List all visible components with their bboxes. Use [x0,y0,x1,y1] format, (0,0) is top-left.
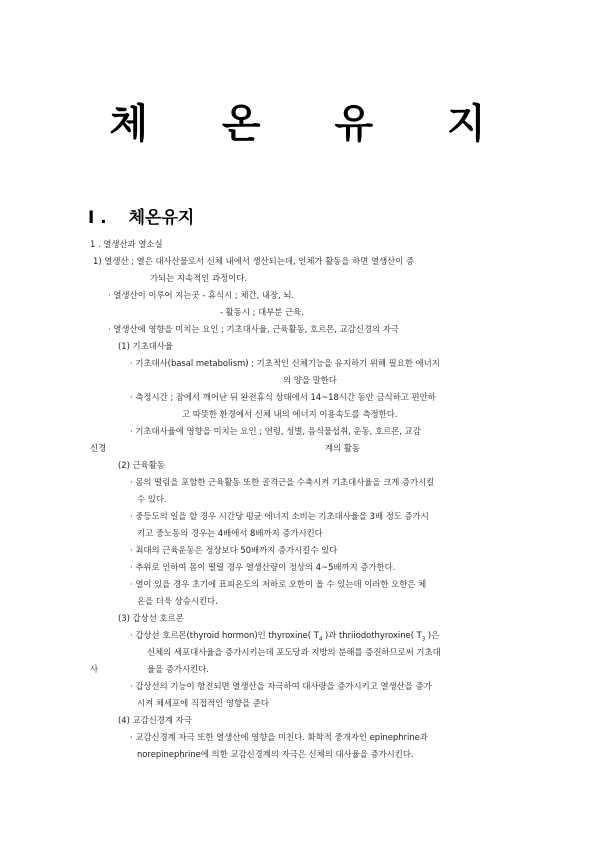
paragraph-line: 의 양을 말한다 [283,375,337,385]
subheading-4: (4) 교감신경계 자극 [118,715,192,725]
paragraph-line: norepinephrine에 의한 교감신경계의 자극은 신체의 대사율을 증가시킨다. [137,749,414,759]
subheading-3: (3) 갑상선 호르몬 [118,613,184,623]
bullet-line: - 활동시 ; 대부분 근육. [220,307,304,317]
bullet-line: · 열생산이 이루어 지는곳 - 휴식시 ; 체간, 내장, 뇌. [108,290,295,300]
bullet-line: · 추위로 인하여 몸이 떨릴 경우 열생산량이 정상의 4~5배까지 증가한다. [130,562,396,572]
bullet-line: · 몸의 떨림을 포함한 근육활동 또한 골격근을 수축시켜 기초대사율을 크게 증가시킬 [130,477,435,487]
paragraph-line: 신경 [90,443,107,453]
bullet-line: · 교감신경계 자극 또한 열생산에 영향을 미친다. 화학적 중개자인 epinephrine과 [130,732,428,742]
paragraph-line: 고 따뜻한 환경에서 신체 내의 에너지 이용속도를 측정한다. [182,409,398,419]
subscript: 4 [318,636,323,643]
section-title: 체온유지 [128,208,195,228]
subscript: 3 [421,636,426,643]
subheading-1: (1) 기초대사율 [118,341,173,351]
section-heading [88,203,194,228]
bullet-line: · 측정시간 ; 잠에서 깨어난 뒤 완전휴식 상태에서 14~18시간 동안 금식하고 편안하 [130,392,436,402]
paragraph-line: 온을 더욱 상승시킨다. [137,596,218,606]
subheading-2: (2) 근육활동 [118,460,165,470]
bullet-line: · 갑상선의 기능이 항진되면 열생산을 자극하여 대사량을 증가시키고 열생산을 증가 [130,681,432,691]
paragraph-line: 사 [90,664,99,674]
paragraph-line: 키고 중노동의 경우는 4배에서 8배까지 증가시킨다 [137,528,323,538]
paragraph-line: 신체의 세포대사율을 증가시키는데 포도당과 지방의 분해를 증진하므로써 기초대 [147,647,441,657]
section-number: Ⅰ . [88,208,107,228]
paragraph-line: 수 있다. [137,494,167,504]
text-segment: )과 thriiodothyroxine( T [322,630,422,640]
bullet-line: · 최대의 근육운동은 정상보다 50배까지 증가시킬수 있다 [130,545,338,555]
document-title: 체 온 유 지 [109,101,516,147]
paragraph-line: 시켜 체세포에 직접적인 영향을 준다 [137,698,270,708]
bullet-line: · 기초대사율에 영향을 미치는 요인 ; 연령, 성별, 음식물섭취, 운동, 호르몬, 교감 [130,426,421,436]
paragraph-line: 1) 열생산 ; 열은 대사산물로서 신체 내에서 생산되는데, 인체가 활동을 하면 열생산이 증 [93,256,415,266]
paragraph-line: 가되는 지속적인 과정이다. [150,273,247,283]
bullet-line: · 기초대사(basal metabolism) ; 기초적인 신체기능을 유지하기 위해 필요한 에너지 [130,358,440,368]
text-segment: · 갑상선 호르몬(thyroid hormon)인 thyroxine( T [130,630,319,640]
bullet-line: · 열생산에 영향을 미치는 요인 ; 기초대사율, 근육활동, 호르몬, 교감신경의 자극 [108,324,399,334]
bullet-line: · 열이 있을 경우 초기에 표피온도의 저하로 오한이 올 수 있는데 이러한 오한은 체 [130,579,427,589]
text-segment: )은 [425,630,440,640]
heading-1: 1 . 열생산과 열소실 [90,239,163,249]
bullet-line: · 중등도의 일을 할 경우 시간당 평균 에너지 소비는 기초대사율을 3배 정도 증가시 [130,511,429,521]
paragraph-line: 율을 증가시킨다. [147,664,209,674]
paragraph-line: 계의 활동 [325,443,361,453]
